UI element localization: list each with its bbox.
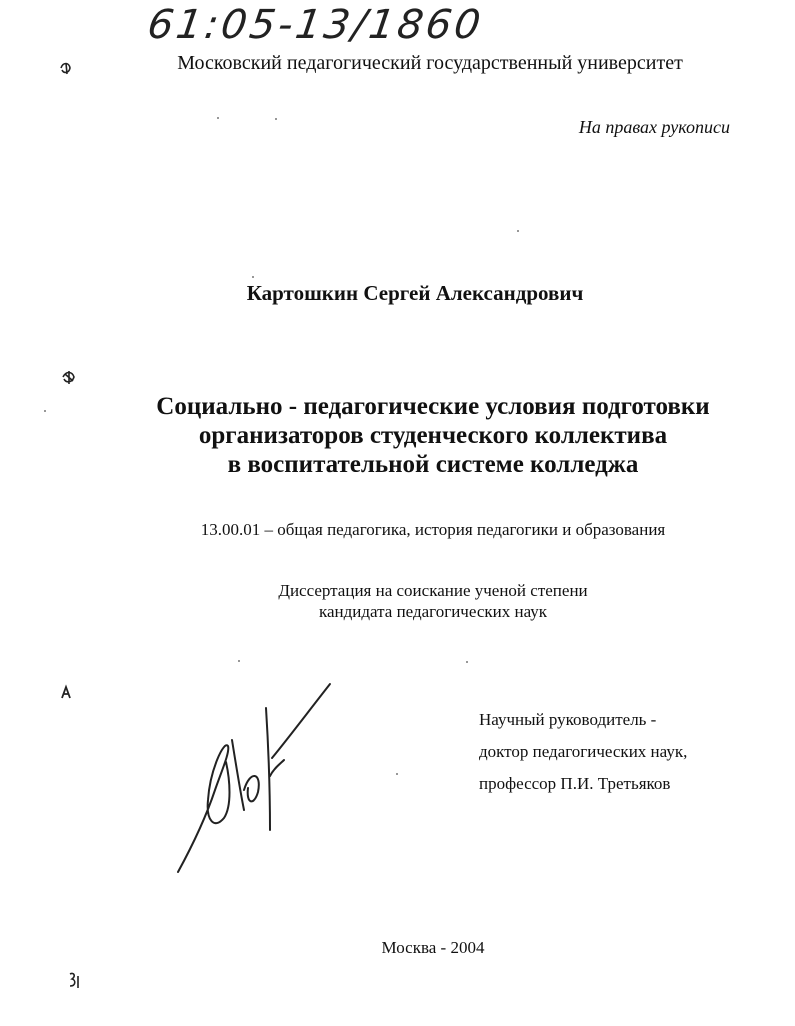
scan-speck	[466, 661, 468, 663]
scan-speck	[275, 118, 277, 120]
degree-statement	[0, 580, 795, 622]
advisor-line: профессор П.И. Третьяков	[479, 774, 671, 793]
binding-mark-icon	[60, 368, 78, 386]
scan-speck	[252, 276, 254, 278]
advisor-line: Научный руководитель -	[479, 710, 657, 729]
binding-mark-icon	[58, 684, 74, 702]
signature-mark	[170, 680, 340, 880]
advisor-line: доктор педагогических наук,	[479, 742, 688, 761]
scan-speck	[238, 660, 240, 662]
title-line: в воспитательной системе колледжа	[227, 451, 639, 478]
scan-speck	[517, 230, 519, 232]
binding-mark-icon	[66, 970, 82, 990]
title-line: Социально - педагогические условия подготовки	[156, 393, 710, 420]
scan-speck	[44, 410, 46, 412]
manuscript-note: На правах рукописи	[578, 117, 730, 137]
degree-line: кандидата педагогических наук	[318, 602, 548, 621]
author-name: Картошкин Сергей Александрович	[246, 281, 584, 305]
specialty-code: 13.00.01 – общая педагогика, история педагогики и образования	[200, 520, 666, 539]
city-and-year: Москва - 2004	[381, 938, 485, 957]
dissertation-title	[0, 392, 795, 479]
title-line: организаторов студенческого коллектива	[198, 422, 668, 449]
scientific-advisor	[479, 704, 687, 800]
scan-speck	[217, 117, 219, 119]
degree-line: Диссертация на соискание ученой степени	[278, 581, 588, 600]
university-name: Московский педагогический государственный университет	[177, 52, 683, 74]
archive-number-handwritten: 61:05-13/1860	[144, 2, 487, 48]
binding-mark-icon	[58, 60, 74, 76]
scan-speck	[396, 773, 398, 775]
